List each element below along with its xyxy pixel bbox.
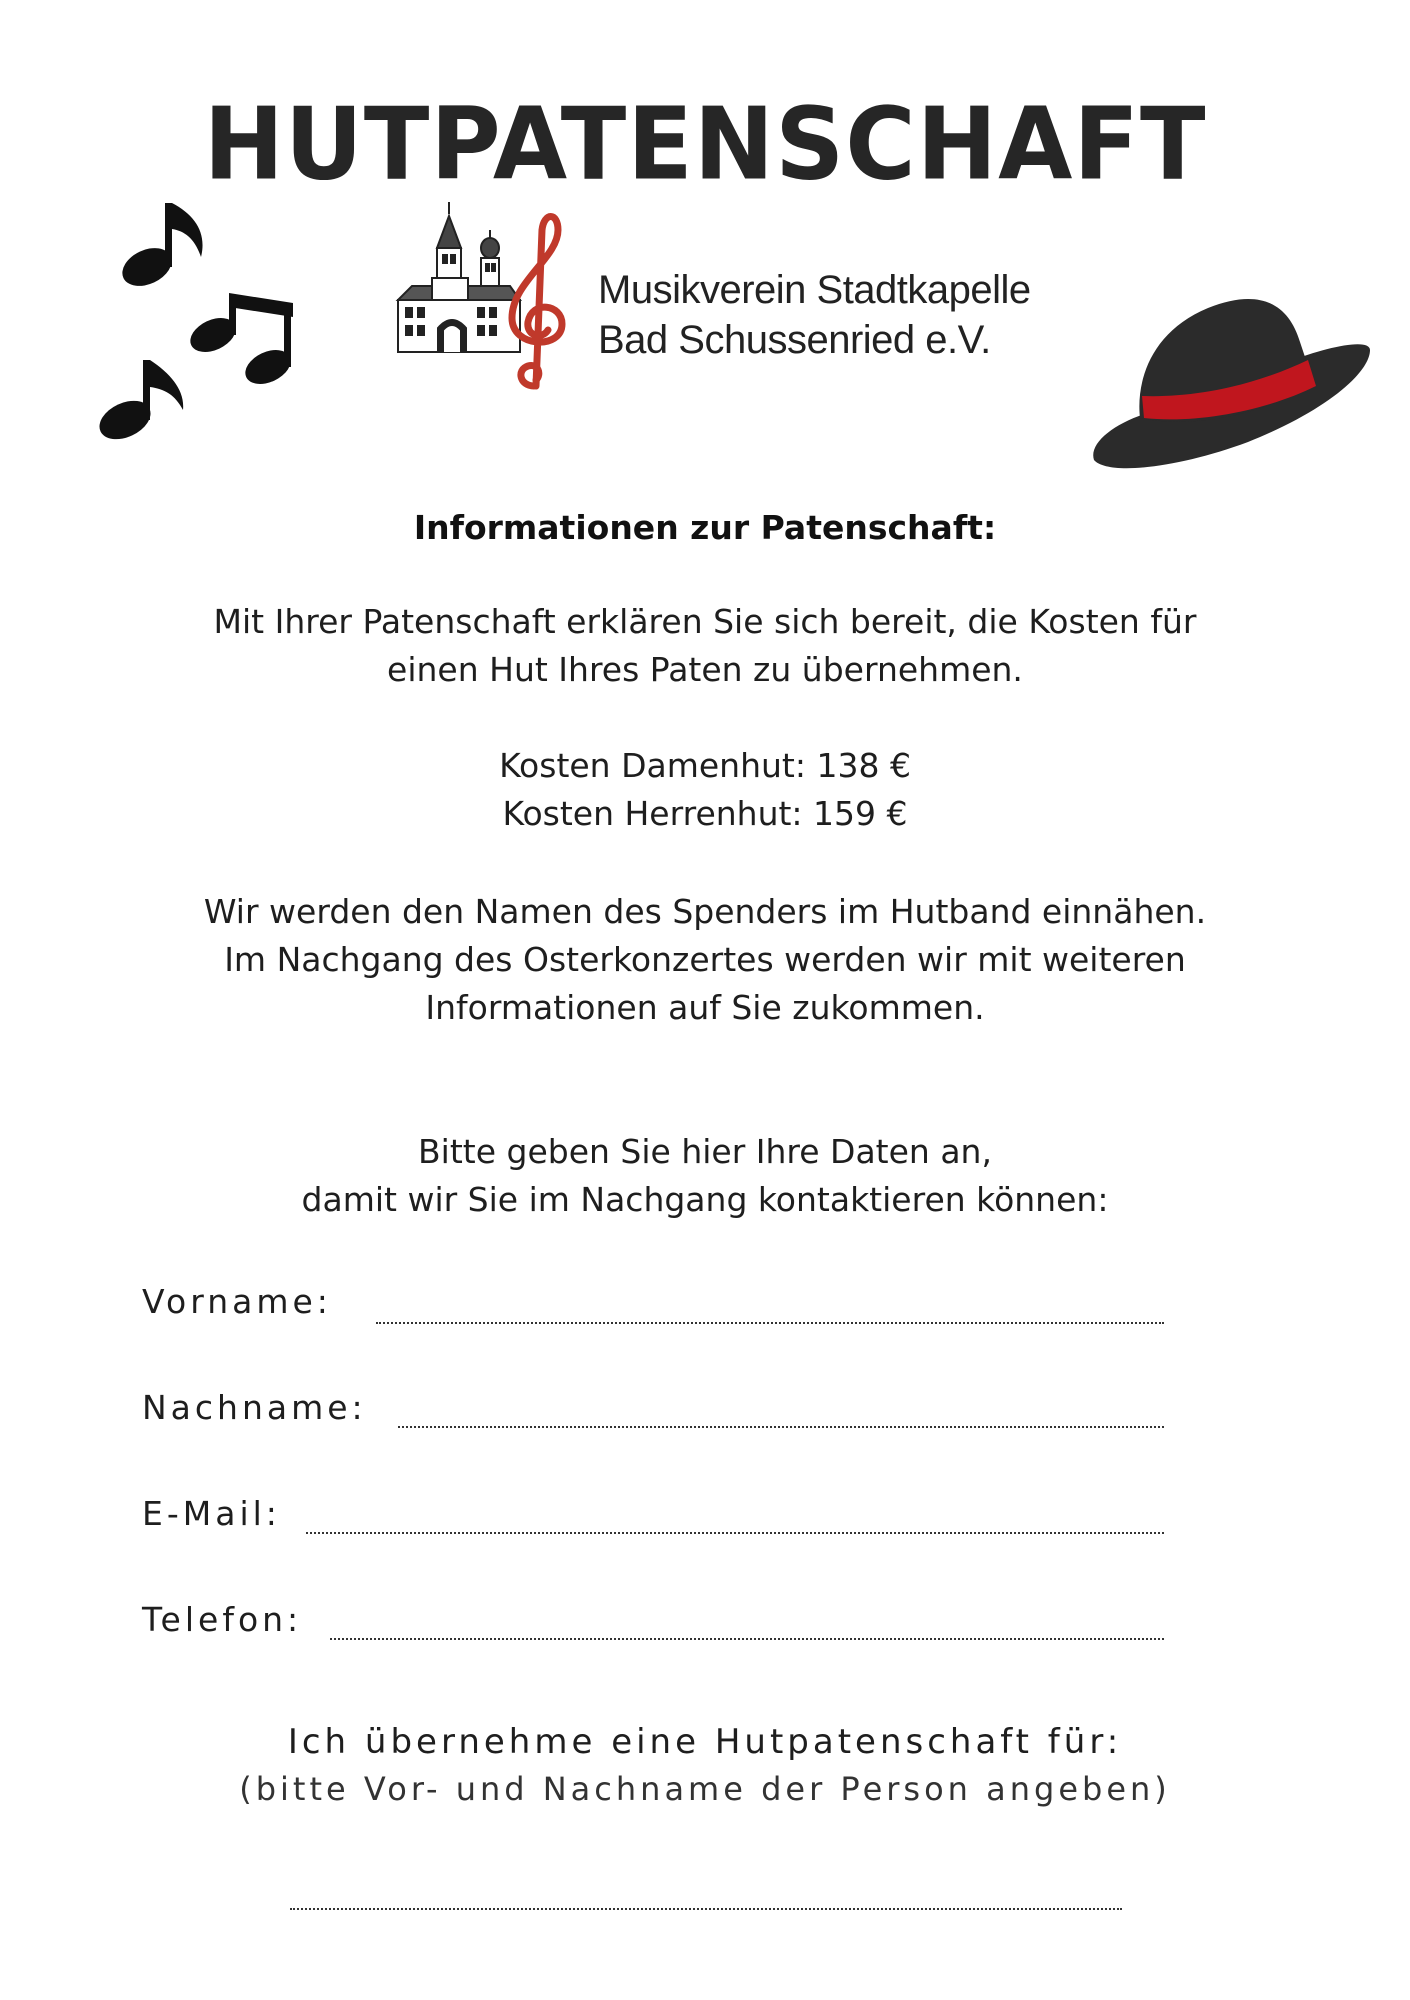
sponsor-hint: (bitte Vor- und Nachname der Person angeben) (239, 1770, 1171, 1808)
hat-icon (1088, 292, 1370, 474)
text-line: Mit Ihrer Patenschaft erklären Sie sich bereit, die Kosten für (213, 602, 1197, 641)
eighth-note-icon (116, 203, 202, 293)
first-name-field[interactable] (376, 1322, 1164, 1324)
email-label: E-Mail: (142, 1494, 281, 1533)
organization-name (598, 265, 1031, 365)
text-line: Bitte geben Sie hier Ihre Daten an, (418, 1132, 992, 1171)
organization-name-line: Bad Schussenried e.V. (598, 318, 991, 362)
text-line: Wir werden den Namen des Spenders im Hutband einnähen. (203, 892, 1207, 931)
beamed-notes-icon (185, 293, 296, 391)
form-instructions (0, 1128, 1410, 1224)
music-notes-icon (95, 195, 305, 455)
town-gate-treble-clef-logo (392, 200, 572, 395)
info-paragraph (0, 598, 1410, 694)
sponsor-heading: Ich übernehme eine Hutpatenschaft für: (287, 1722, 1123, 1762)
info-heading: Informationen zur Patenschaft: (413, 508, 997, 547)
phone-field[interactable] (330, 1638, 1164, 1640)
eighth-note-icon (95, 360, 183, 447)
text-line: Im Nachgang des Osterkonzertes werden wir mit weiteren (224, 940, 1186, 979)
cost-list (0, 742, 1410, 838)
cost-women-hat: Kosten Damenhut: 138 € (499, 746, 911, 785)
last-name-field[interactable] (398, 1426, 1164, 1428)
cost-men-hat: Kosten Herrenhut: 159 € (502, 794, 908, 833)
organization-name-line: Musikverein Stadtkapelle (598, 268, 1031, 312)
text-line: einen Hut Ihres Paten zu übernehmen. (387, 650, 1023, 689)
sponsored-person-field[interactable] (290, 1908, 1122, 1910)
text-line: Informationen auf Sie zukommen. (425, 988, 985, 1027)
text-line: damit wir Sie im Nachgang kontaktieren können: (301, 1180, 1109, 1219)
email-field[interactable] (306, 1532, 1164, 1534)
info-paragraph (0, 888, 1410, 1032)
first-name-label: Vorname: (142, 1282, 332, 1321)
page-title: HUTPATENSCHAFT (203, 85, 1207, 203)
last-name-label: Nachname: (142, 1388, 367, 1427)
phone-label: Telefon: (142, 1600, 303, 1639)
